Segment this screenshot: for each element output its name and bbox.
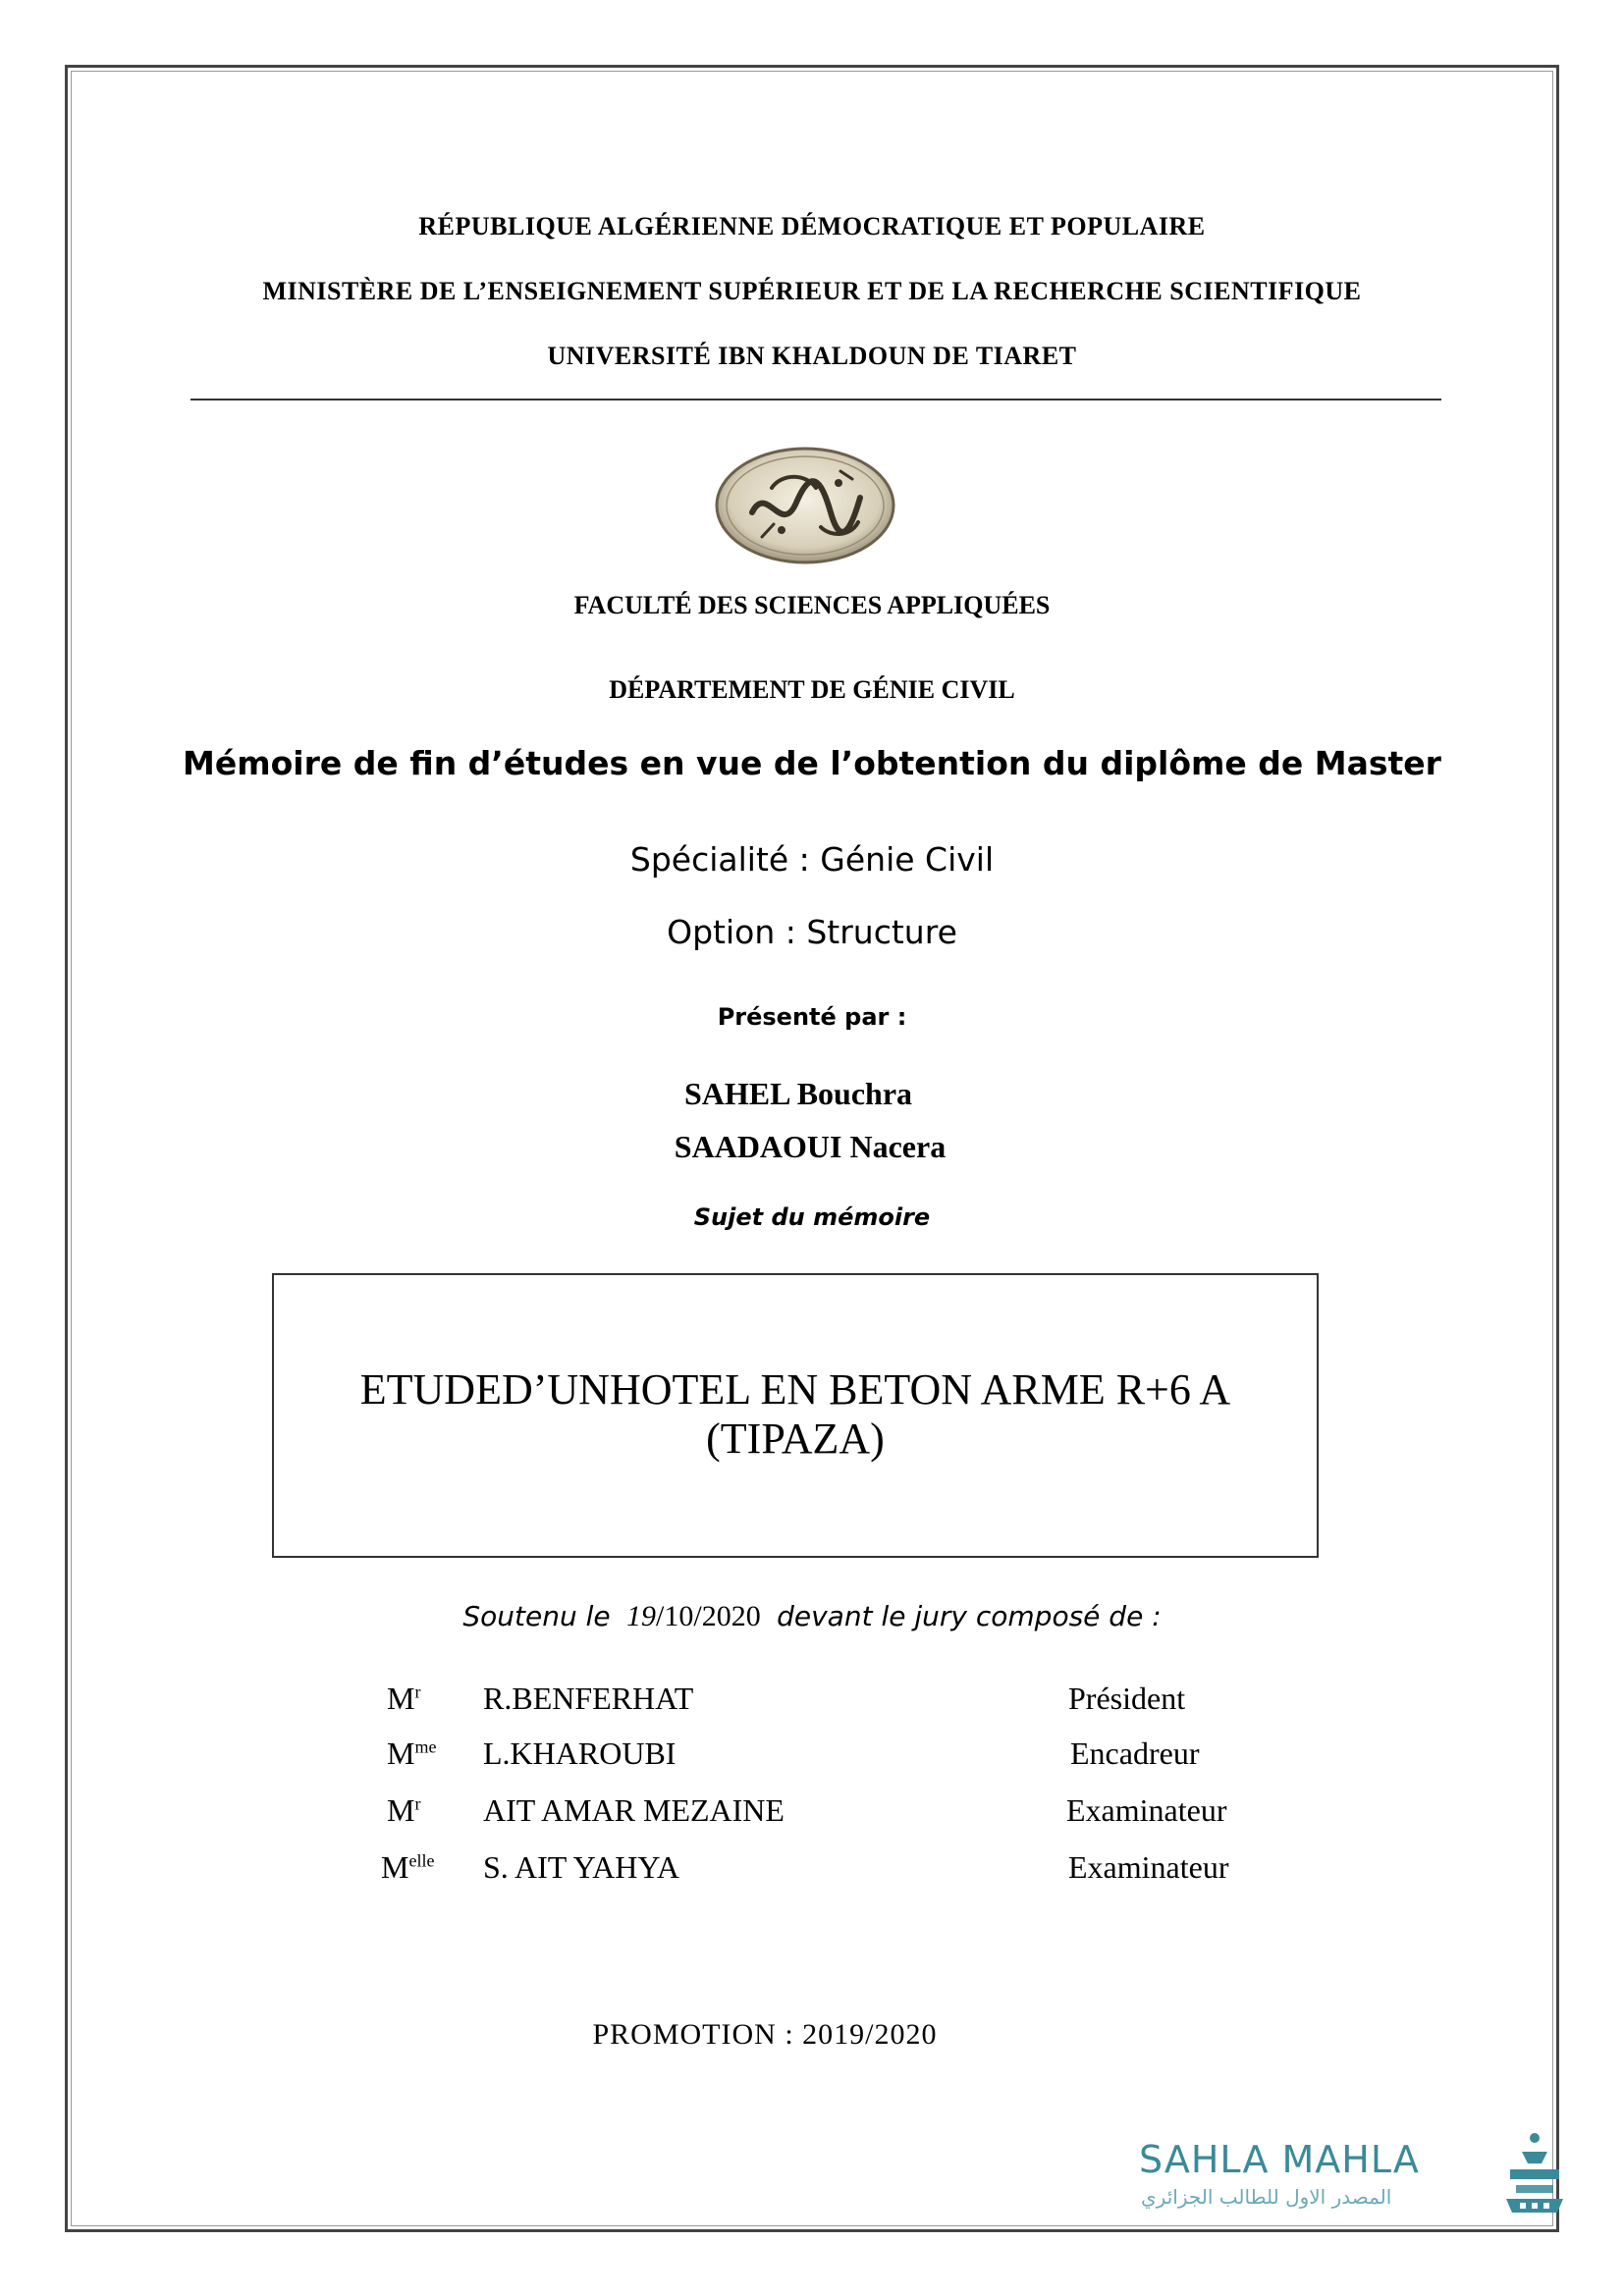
jury-name: AIT AMAR MEZAINE [483,1792,785,1828]
header-ministry: MINISTÈRE DE L’ENSEIGNEMENT SUPÉRIEUR ET DE LA RECHERCHE SCIENTIFIQUE [262,277,1362,305]
soutenu-prefix: Soutenu le [462,1600,611,1632]
promotion: PROMOTION : 2019/2020 [592,2018,938,2051]
jury-role: Encadreur [1070,1735,1200,1771]
specialite: Spécialité : Génie Civil [629,840,995,879]
faculty-name: FACULTÉ DES SCIENCES APPLIQUÉES [573,591,1051,619]
soutenu-date [620,1600,769,1632]
option: Option : Structure [667,913,957,951]
jury-name: R.BENFERHAT [483,1681,694,1716]
university-seal-icon [713,444,897,567]
sahla-mahla-brand [1139,2138,1571,2220]
jury-role: Examinateur [1068,1849,1229,1885]
brand-tagline: المصدر الاول للطالب الجزائري [1141,2185,1392,2209]
jury-role: Examinateur [1066,1792,1227,1828]
sahla-mahla-logo-icon [1502,2130,1567,2218]
soutenu-line [0,1600,1624,1633]
header-university: UNIVERSITÉ IBN KHALDOUN DE TIARET [547,342,1077,370]
soutenu-day: 19 [626,1600,657,1632]
subject-title [274,1365,1317,1464]
header-republic: RÉPUBLIQUE ALGÉRIENNE DÉMOCRATIQUE ET POPULAIRE [418,212,1206,240]
jury-title: $M^r$ [387,1681,421,1716]
student-name: SAHEL Bouchra [683,1076,913,1111]
subject-box [272,1273,1319,1558]
soutenu-suffix: devant le jury composé de : [777,1600,1162,1632]
jury-title: $M^{me}$ [387,1735,437,1771]
soutenu-month-year: /10/2020 [656,1600,761,1632]
department-name: DÉPARTEMENT DE GÉNIE CIVIL [609,675,1015,704]
subject-line-1: ETUDED’UNHOTEL EN BETON ARME R+6 A [359,1365,1231,1414]
jury-name: L.KHAROUBI [483,1735,677,1771]
jury-title: $M^{elle}$ [381,1849,435,1885]
jury-name: S. AIT YAHYA [483,1849,680,1885]
presente-par-label: Présenté par : [717,1003,907,1031]
header-divider [190,399,1441,400]
memoire-title: Mémoire de fin d’études en vue de l’obtention du diplôme de Master [183,744,1441,782]
subject-line-2: (TIPAZA) [706,1415,885,1463]
sujet-label: Sujet du mémoire [693,1203,931,1231]
jury-role: Président [1068,1681,1186,1716]
brand-name: SAHLA MAHLA [1139,2138,1420,2181]
student-name: SAADAOUI Nacera [674,1129,947,1164]
jury-title: $M^r$ [387,1792,421,1828]
